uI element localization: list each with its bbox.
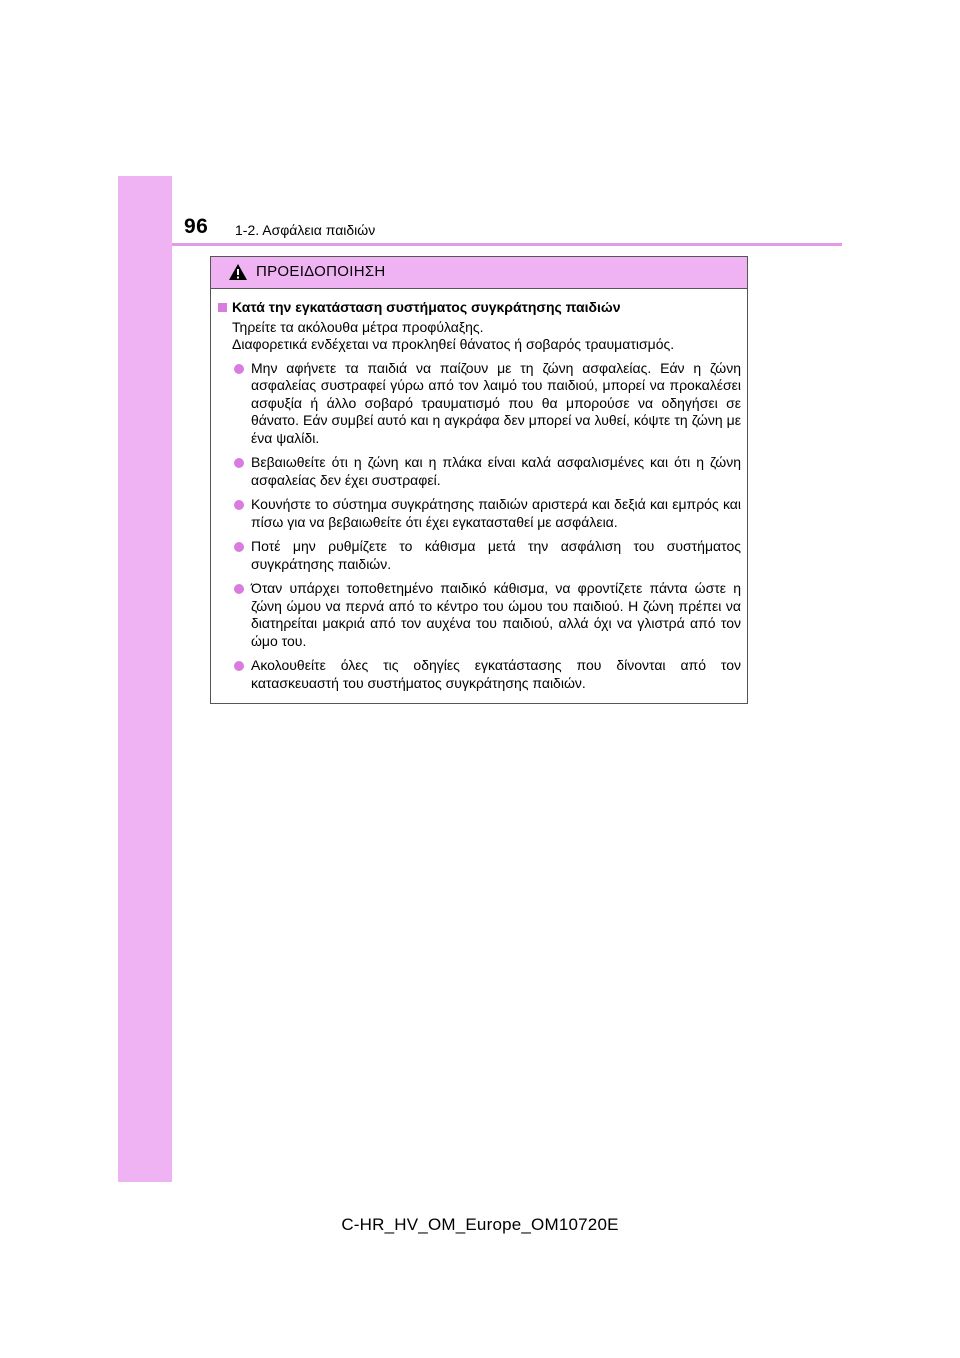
bullet-text: Μην αφήνετε τα παιδιά να παίζουν με τη ζώνη ασφαλείας. Εάν η ζώνη ασφαλείας συστραφεί γύρω από τον λαιμό του παιδιού, μπορεί να προκαλέσει ασφυξία ή άλλο σοβαρό τραυματισμό που θα μπορούσε να οδηγήσει σε θάνατο. Εάν συμβεί αυτό και η αγκράφα δεν μπορεί να λυθεί, κόψτε τη ζώνη με ένα ψαλίδι.	[251, 359, 741, 446]
intro-line: Διαφορετικά ενδέχεται να προκληθεί θάνατος ή σοβαρός τραυματισμός.	[232, 336, 675, 352]
bullet-text: Ακολουθείτε όλες τις οδηγίες εγκατάστασης που δίνονται από τον κατασκευαστή του συστήματος συγκράτησης παιδιών.	[251, 657, 741, 691]
warning-subheading-text: Κατά την εγκατάσταση συστήματος συγκράτησης παιδιών	[232, 299, 621, 315]
bullet-item	[218, 360, 741, 448]
warning-box	[210, 256, 748, 704]
warning-intro	[218, 319, 741, 354]
warning-bullet-list	[218, 360, 741, 693]
bullet-text: Κουνήστε το σύστημα συγκράτησης παιδιών αριστερά και δεξιά και εμπρός και πίσω για να βεβαιωθείτε ότι έχει εγκατασταθεί με ασφάλεια.	[251, 496, 741, 530]
header-divider	[172, 243, 842, 246]
round-bullet-icon	[234, 542, 244, 552]
bullet-item	[218, 538, 741, 573]
bullet-text: Όταν υπάρχει τοποθετημένο παιδικό κάθισμα, να φροντίζετε πάντα ώστε η ζώνη ώμου να περνά από το κέντρο του ώμου του παιδιού. Η ζώνη πρέπει να διατηρείται μακριά από τον αυχένα του παιδιού, αλλά όχι να γλιστρά από τον ώμο του.	[251, 580, 741, 649]
bullet-item	[218, 657, 741, 692]
warning-subheading	[218, 299, 741, 317]
section-title: 1-2. Ασφάλεια παιδιών	[235, 222, 376, 238]
warning-body	[211, 289, 747, 692]
bullet-item	[218, 496, 741, 531]
square-bullet-icon	[218, 303, 227, 312]
round-bullet-icon	[234, 584, 244, 594]
round-bullet-icon	[234, 364, 244, 374]
warning-header	[211, 257, 747, 289]
document-code: C-HR_HV_OM_Europe_OM10720E	[341, 1215, 619, 1234]
warning-title: ΠΡΟΕΙΔΟΠΟΙΗΣΗ	[256, 263, 386, 280]
intro-line: Τηρείτε τα ακόλουθα μέτρα προφύλαξης.	[232, 318, 484, 335]
page-number: 96	[184, 215, 209, 238]
round-bullet-icon	[234, 661, 244, 671]
round-bullet-icon	[234, 500, 244, 510]
bullet-item	[218, 454, 741, 489]
round-bullet-icon	[234, 458, 244, 468]
bullet-text: Ποτέ μην ρυθμίζετε το κάθισμα μετά την ασφάλιση του συστήματος συγκράτησης παιδιών.	[251, 538, 741, 572]
side-color-band	[118, 176, 172, 1182]
bullet-item	[218, 580, 741, 650]
warning-triangle-icon	[228, 263, 248, 281]
bullet-text: Βεβαιωθείτε ότι η ζώνη και η πλάκα είναι καλά ασφαλισμένες και ότι η ζώνη ασφαλείας δεν έχει συστραφεί.	[251, 454, 741, 488]
